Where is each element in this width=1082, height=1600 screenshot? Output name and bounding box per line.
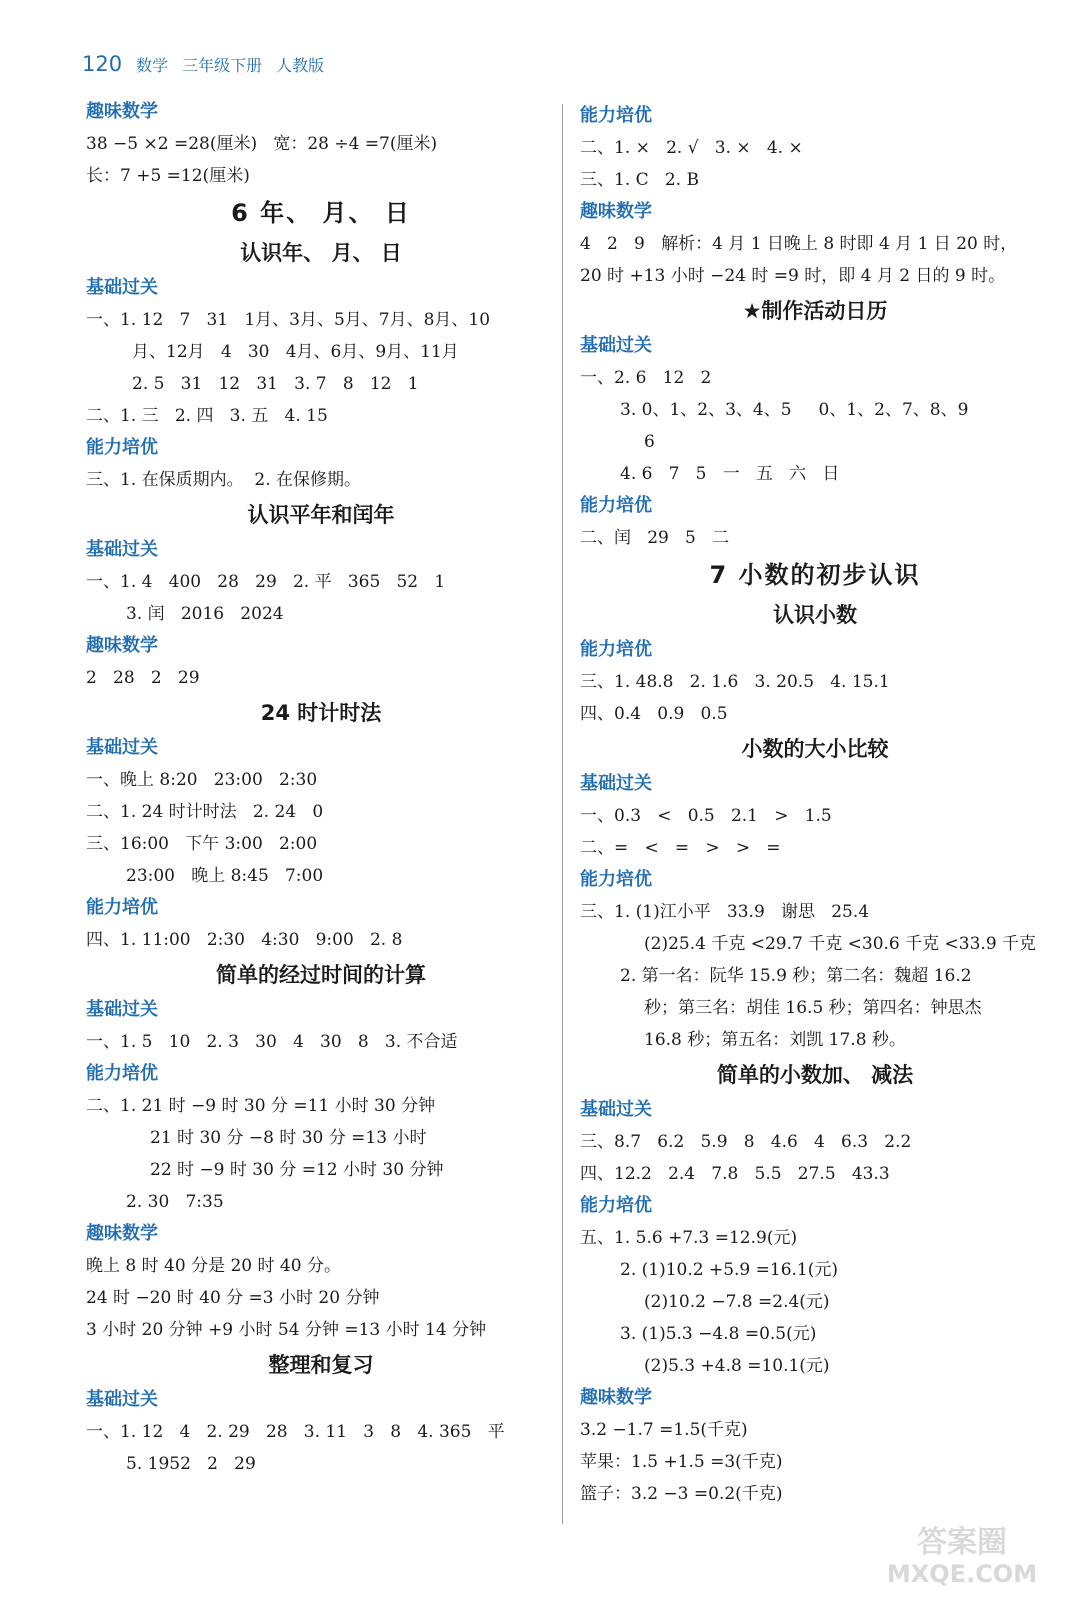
watermark-line2: MXQE.COM <box>886 1560 1038 1588</box>
section-label: 基础过关 <box>86 277 158 298</box>
answer-line: 2. 5 31 12 31 3. 7 8 12 1 <box>132 374 419 394</box>
section-label: 基础过关 <box>86 1389 158 1410</box>
page-number: 120 <box>82 52 123 76</box>
section-label: 能力培优 <box>86 897 158 918</box>
section-label: 基础过关 <box>86 737 158 758</box>
answer-line: 3. 0、1、2、3、4、5 0、1、2、7、8、9 <box>620 400 969 420</box>
lesson-title: 认识平年和闰年 <box>247 503 395 527</box>
watermark-line1: 答案圈 <box>917 1525 1007 1560</box>
answer-line: 三、8.7 6.2 5.9 8 4.6 4 6.3 2.2 <box>580 1132 912 1152</box>
answer-line: 二、1. 21 时 −9 时 30 分 =11 小时 30 分钟 <box>86 1096 436 1116</box>
answer-line: (2)10.2 −7.8 =2.4(元) <box>644 1292 830 1312</box>
answer-line: 3. 闰 2016 2024 <box>126 604 284 624</box>
answer-line: 一、1. 12 4 2. 29 28 3. 11 3 8 4. 365 平 <box>86 1422 505 1442</box>
section-label: 基础过关 <box>86 999 158 1020</box>
section-label: 趣味数学 <box>86 101 158 122</box>
answer-line: 20 时 +13 小时 −24 时 =9 时，即 4 月 2 日的 9 时。 <box>580 266 1006 286</box>
answer-line: 一、1. 12 7 31 1月、3月、5月、7月、8月、10 <box>86 310 491 330</box>
answer-line: 二、闰 29 5 二 <box>580 528 730 548</box>
section-label: 能力培优 <box>580 105 652 126</box>
answer-line: 6 <box>644 432 655 452</box>
answer-line: 二、1. 24 时计时法 2. 24 0 <box>86 802 324 822</box>
answer-line: 三、1. C 2. B <box>580 170 699 190</box>
right-column <box>580 100 1050 1510</box>
answer-line: 16.8 秒；第五名：刘凯 17.8 秒。 <box>644 1030 906 1050</box>
subject: 数学 <box>136 56 169 75</box>
lesson-title: ★制作活动日历 <box>742 299 888 323</box>
answer-line: 38 −5 ×2 =28(厘米) 宽：28 ÷4 =7(厘米) <box>86 134 438 154</box>
answer-line: 篮子：3.2 −3 =0.2(千克) <box>580 1484 783 1504</box>
section-label: 基础过关 <box>580 1099 652 1120</box>
answer-line: 22 时 −9 时 30 分 =12 小时 30 分钟 <box>150 1160 444 1180</box>
answer-line: 三、1. 48.8 2. 1.6 3. 20.5 4. 15.1 <box>580 672 890 692</box>
answer-line: 2 28 2 29 <box>86 668 200 688</box>
column-divider <box>562 104 563 1524</box>
answer-line: 二、1. 三 2. 四 3. 五 4. 15 <box>86 406 328 426</box>
answer-line: 一、晚上 8:20 23:00 2:30 <box>86 770 318 790</box>
answer-line: 二、1. × 2. √ 3. × 4. × <box>580 138 803 158</box>
answer-line: 一、0.3 < 0.5 2.1 > 1.5 <box>580 806 832 826</box>
chapter-title: 7 小数的初步认识 <box>709 561 921 589</box>
lesson-title: 简单的经过时间的计算 <box>216 963 426 987</box>
section-label: 能力培优 <box>86 1063 158 1084</box>
answer-line: 月、12月 4 30 4月、6月、9月、11月 <box>132 342 459 362</box>
section-label: 基础过关 <box>580 335 652 356</box>
answer-line: 三、1. (1)江小平 33.9 谢思 25.4 <box>580 902 870 922</box>
answer-line: 晚上 8 时 40 分是 20 时 40 分。 <box>86 1256 341 1276</box>
answer-line: 四、0.4 0.9 0.5 <box>580 704 728 724</box>
edition: 人教版 <box>276 56 325 75</box>
answer-line: 4 2 9 解析：4 月 1 日晚上 8 时即 4 月 1 日 20 时， <box>580 234 1018 254</box>
answer-line: 五、1. 5.6 +7.3 =12.9(元) <box>580 1228 798 1248</box>
section-label: 趣味数学 <box>86 1223 158 1244</box>
section-label: 基础过关 <box>580 773 652 794</box>
answer-line: 3.2 −1.7 =1.5(千克) <box>580 1420 748 1440</box>
left-column <box>86 96 556 1480</box>
answer-line: 24 时 −20 时 40 分 =3 小时 20 分钟 <box>86 1288 380 1308</box>
answer-line: 四、1. 11:00 2:30 4:30 9:00 2. 8 <box>86 930 403 950</box>
section-label: 趣味数学 <box>580 1387 652 1408</box>
answer-line: 一、1. 5 10 2. 3 30 4 30 8 3. 不合适 <box>86 1032 458 1052</box>
answer-line: 2. 30 7:35 <box>126 1192 224 1212</box>
answer-line: (2)25.4 千克 <29.7 千克 <30.6 千克 <33.9 千克 <box>644 934 1037 954</box>
watermark-logo <box>862 1520 1062 1590</box>
section-label: 能力培优 <box>580 869 652 890</box>
section-label: 基础过关 <box>86 539 158 560</box>
answer-line: 3. (1)5.3 −4.8 =0.5(元) <box>620 1324 817 1344</box>
lesson-title: 小数的大小比较 <box>741 737 889 761</box>
answer-line: 3 小时 20 分钟 +9 小时 54 分钟 =13 小时 14 分钟 <box>86 1320 487 1340</box>
lesson-title: 简单的小数加、 减法 <box>716 1063 914 1087</box>
answer-line: 一、2. 6 12 2 <box>580 368 712 388</box>
answer-line: 长：7 +5 =12(厘米) <box>86 166 250 186</box>
answer-line: 21 时 30 分 −8 时 30 分 =13 小时 <box>150 1128 427 1148</box>
answer-line: 一、1. 4 400 28 29 2. 平 365 52 1 <box>86 572 446 592</box>
answer-line: 苹果：1.5 +1.5 =3(千克) <box>580 1452 783 1472</box>
lesson-title: 认识小数 <box>773 603 857 627</box>
section-label: 能力培优 <box>580 495 652 516</box>
grade: 三年级下册 <box>182 56 263 75</box>
section-label: 能力培优 <box>580 1195 652 1216</box>
answer-line: 5. 1952 2 29 <box>126 1454 256 1474</box>
page-header <box>82 52 338 84</box>
answer-line: 4. 6 7 5 一 五 六 日 <box>620 464 840 484</box>
section-label: 趣味数学 <box>580 201 652 222</box>
answer-line: 秒；第三名：胡佳 16.5 秒；第四名：钟思杰 <box>644 998 982 1018</box>
chapter-title: 6 年、 月、 日 <box>231 199 411 227</box>
answer-line: 2. (1)10.2 +5.9 =16.1(元) <box>620 1260 839 1280</box>
answer-line: 23:00 晚上 8:45 7:00 <box>126 866 324 886</box>
answer-line: 三、16:00 下午 3:00 2:00 <box>86 834 318 854</box>
section-label: 能力培优 <box>580 639 652 660</box>
lesson-title: 24 时计时法 <box>260 701 382 725</box>
answer-line: 三、1. 在保质期内。 2. 在保修期。 <box>86 470 362 490</box>
answer-line: (2)5.3 +4.8 =10.1(元) <box>644 1356 830 1376</box>
answer-line: 二、= < = > > = <box>580 838 781 858</box>
lesson-title: 整理和复习 <box>268 1353 374 1377</box>
section-label: 能力培优 <box>86 437 158 458</box>
section-label: 趣味数学 <box>86 635 158 656</box>
lesson-title: 认识年、 月、 日 <box>240 241 402 265</box>
answer-line: 2. 第一名：阮华 15.9 秒；第二名：魏超 16.2 <box>620 966 972 986</box>
answer-line: 四、12.2 2.4 7.8 5.5 27.5 43.3 <box>580 1164 890 1184</box>
